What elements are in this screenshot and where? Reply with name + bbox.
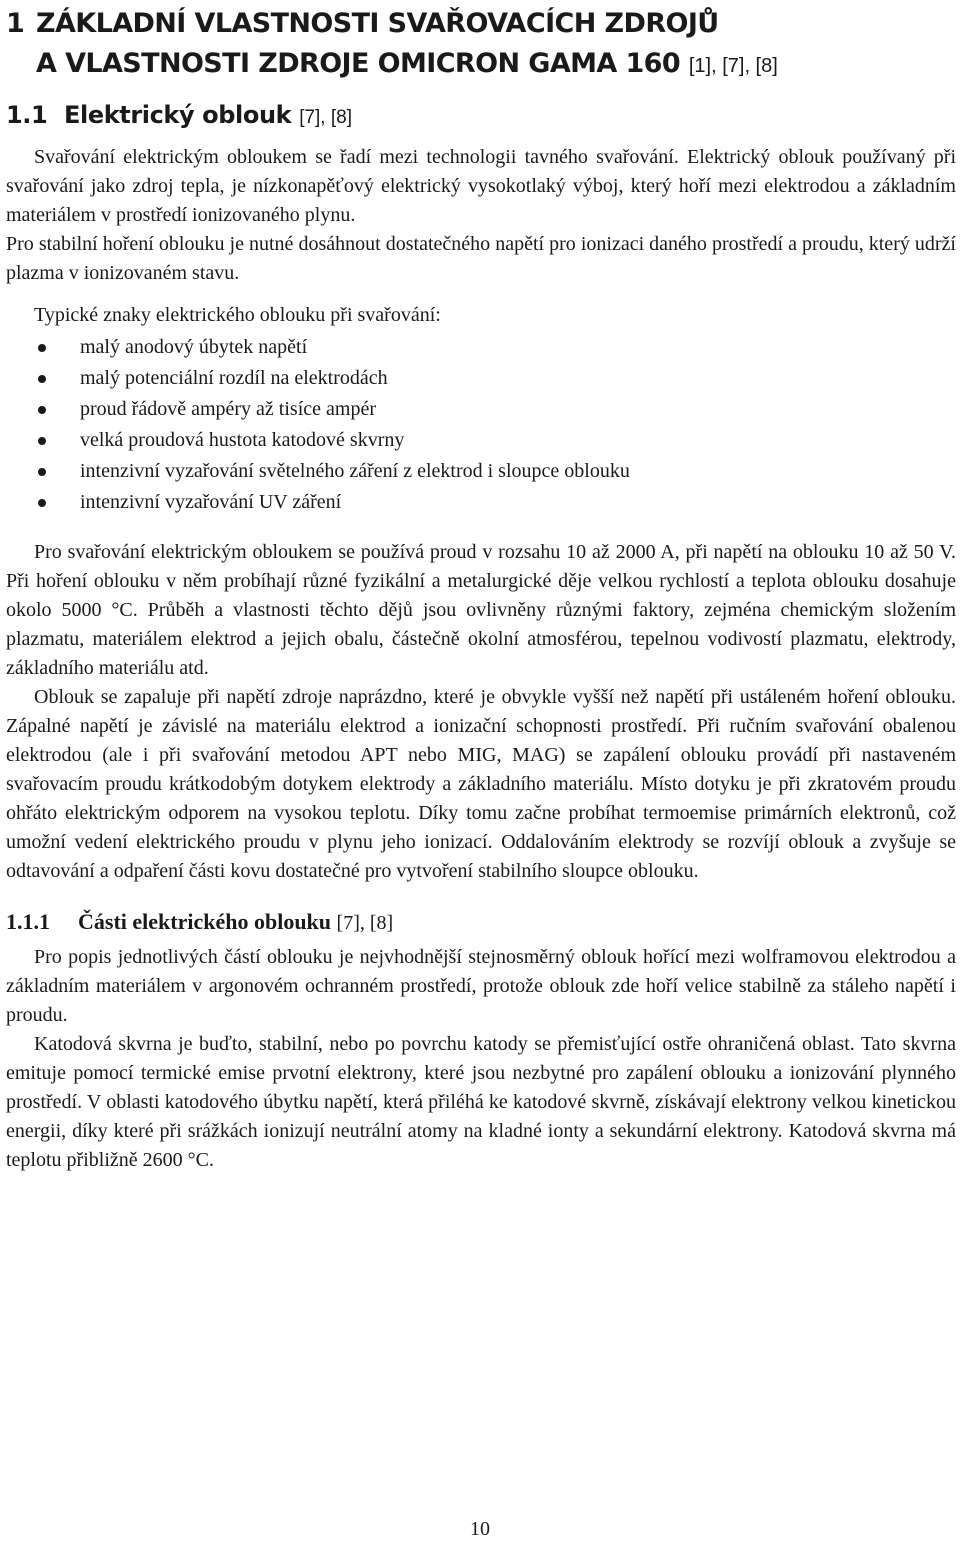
section-paragraph-2: Katodová skvrna je buďto, stabilní, nebo po povrchu katody se přemisťující ostře ohraničená oblast. Tato skvrna emituje pomocí termické emise prvotní elektrony, které jsou nezbytné pro zapálení oblouku a ionizování plynného prostředí. V oblasti katodového úbytku napětí, která přiléhá ke katodové skvrně, získávají elektrony velkou kinetickou energii, díky které při srážkách ionizují neutrální atomy na kladné ionty a sekundární elektrony. Katodová skvrna má teplotu přibližně 2600 °C. bbox=[6, 1033, 956, 1171]
bullet-icon bbox=[38, 468, 46, 476]
body-paragraph-1: Pro svařování elektrickým obloukem se používá proud v rozsahu 10 až 2000 A, při napětí na oblouku 10 až 50 V. Při hoření oblouku v něm probíhají různé fyzikální a metalurgické děje velkou rychlostí a teplota oblouku dosahuje okolo 5000 °C. Průběh a vlastnosti těchto dějů jsou ovlivněny různými faktory, zejména chemickým složením plazmatu, materiálem elektrod a jejich obalu, částečně okolní atmosférou, tepelnou vodivostí plazmatu, elektrody, základního materiálu atd. bbox=[6, 541, 956, 679]
list-intro: Typické znaky elektrického oblouku při svařování: bbox=[34, 304, 441, 326]
document-page bbox=[6, 4, 956, 1175]
intro-paragraph-2: Pro stabilní hoření oblouku je nutné dosáhnout dostatečného napětí pro ionizaci daného prostředí a proudu, který udrží plazma v ionizovaném stavu. bbox=[6, 233, 956, 284]
body-paragraph-2: Oblouk se zapaluje při napětí zdroje naprázdno, které je obvykle vyšší než napětí při ustáleném hoření oblouku. Zápalné napětí je závislé na materiálu elektrod a ionizační schopnosti prostředí. Při ručním svařování obalenou elektrodou (ale i při svařování metodou APT nebo MIG, MAG) se zapálení oblouku provádí při nastaveném svařovacím proudu krátkodobým dotykem elektrody a základního materiálu. Místo dotyku je při zkratovém proudu ohřáto elektrickým odporem na vysokou teplotu. Díky tomu začne probíhat termoemise primárních elektronů, což umožní vedení elektrického proudu v plynu jeho ionizací. Oddalováním elektrody se rozvíjí oblouk a zvyšuje se odtavování a odpaření části kovu dostatečné pro vytvoření stabilního sloupce oblouku. bbox=[6, 686, 956, 882]
subsection-number: 1.1.1 bbox=[6, 909, 50, 934]
subsection-title: Části elektrického oblouku bbox=[78, 909, 332, 934]
section-paragraph-1: Pro popis jednotlivých částí oblouku je nejvhodnější stejnosměrný oblouk hořící mezi wolframovou elektrodou a základním materiálem v argonovém ochranném prostředí, protože oblouk zde hoří velice stabilně za stáleho napětí i proudu. bbox=[6, 946, 956, 1026]
chapter-title-line1: ZÁKLADNÍ VLASTNOSTI SVAŘOVACÍCH ZDROJŮ bbox=[36, 8, 719, 39]
page-number: 10 bbox=[470, 1518, 490, 1540]
section-references: [7], [8] bbox=[299, 107, 352, 128]
subsection-references: [7], [8] bbox=[336, 912, 394, 934]
intro-paragraph-1: Svařování elektrickým obloukem se řadí mezi technologii tavného svařování. Elektrický oblouk používaný při svařování jako zdroj tepla, je nízkonapěťový elektrický vysokotlaký výboj, který hoří mezi elektrodou a základním materiálem v prostředí ionizovaného plynu. bbox=[6, 146, 956, 226]
bullet-icon bbox=[38, 344, 46, 352]
feature-list bbox=[6, 332, 956, 518]
list-item: intenzivní vyzařování světelného záření z elektrod i sloupce oblouku bbox=[6, 456, 956, 487]
spacer bbox=[6, 288, 956, 301]
spacer bbox=[6, 518, 956, 538]
subsection-heading bbox=[6, 906, 956, 939]
bullet-icon bbox=[38, 499, 46, 507]
list-item: malý potenciální rozdíl na elektrodách bbox=[6, 363, 956, 394]
bullet-icon bbox=[38, 437, 46, 445]
bullet-icon bbox=[38, 406, 46, 414]
list-item: proud řádově ampéry až tisíce ampér bbox=[6, 394, 956, 425]
chapter-references: [1], [7], [8] bbox=[688, 55, 778, 77]
chapter-number: 1 bbox=[6, 8, 25, 39]
list-item: velká proudová hustota katodové skvrny bbox=[6, 425, 956, 456]
chapter-heading bbox=[6, 4, 956, 86]
section-title: Elektrický oblouk bbox=[64, 101, 292, 129]
section-number: 1.1 bbox=[6, 101, 48, 129]
list-item: intenzivní vyzařování UV záření bbox=[6, 487, 956, 518]
chapter-title-line2: A VLASTNOSTI ZDROJE OMICRON GAMA 160 bbox=[36, 48, 681, 79]
section-heading bbox=[6, 98, 956, 135]
bullet-icon bbox=[38, 375, 46, 383]
list-item: malý anodový úbytek napětí bbox=[6, 332, 956, 363]
